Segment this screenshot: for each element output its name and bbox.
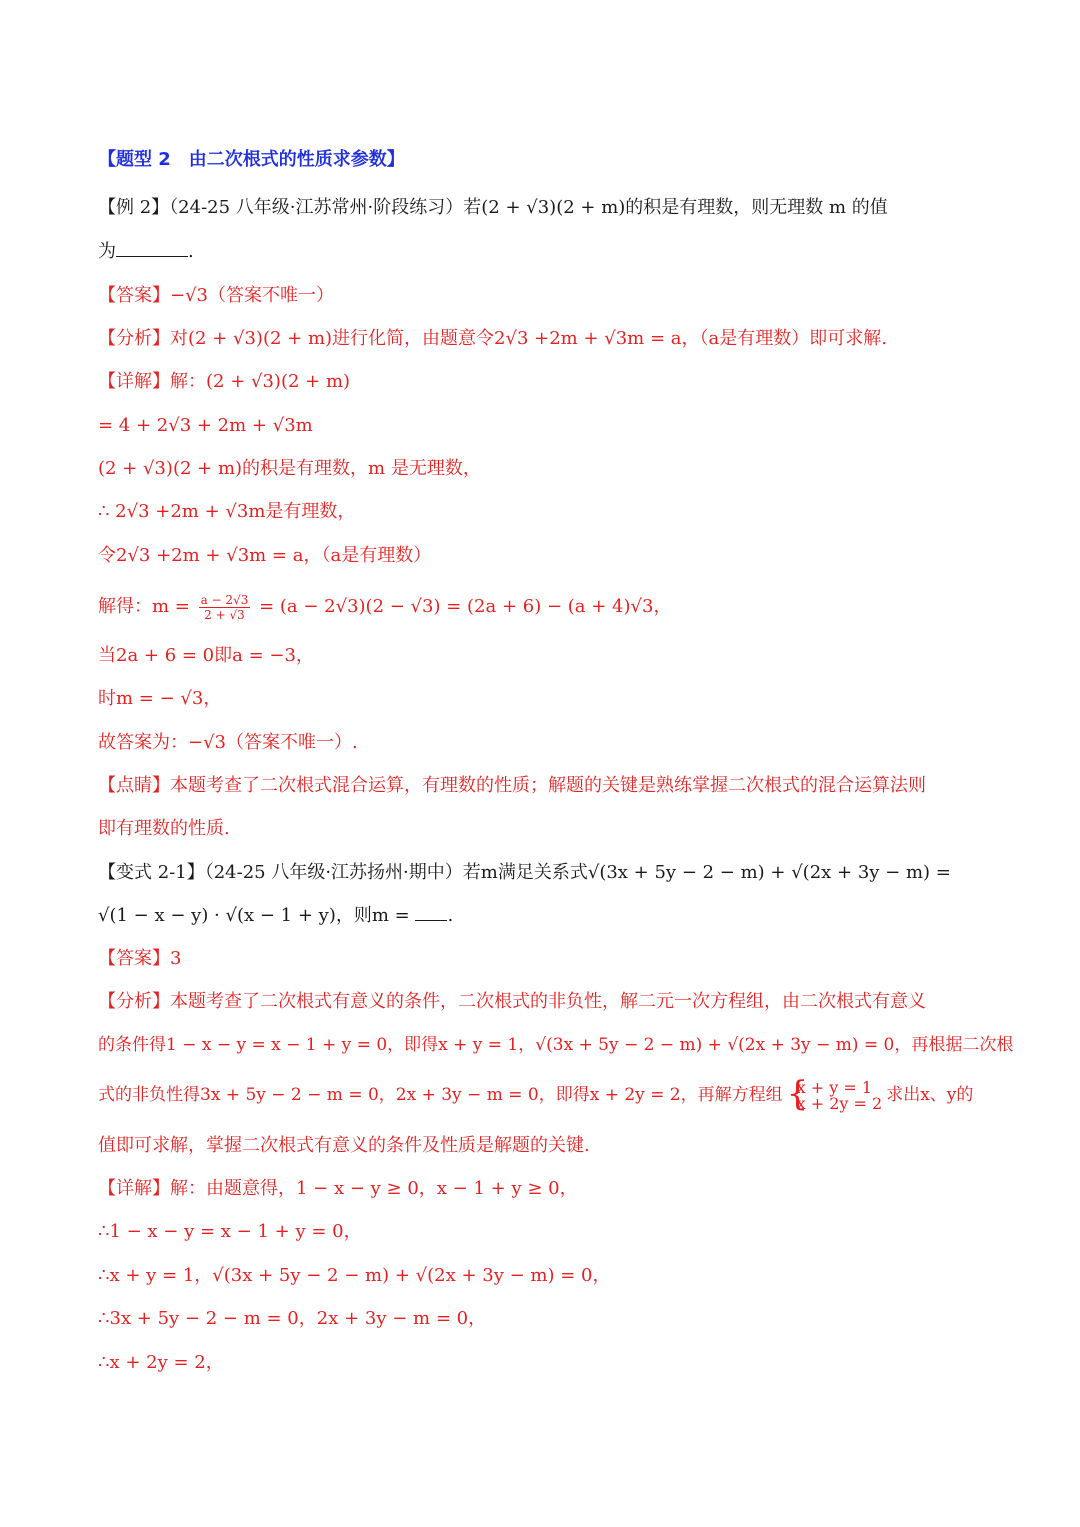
- answer-text: −√3（答案不唯一）: [170, 285, 335, 306]
- detail-2-line4: ∴3x + 5y − 2 − m = 0，2x + 3y − m = 0，: [98, 1308, 487, 1329]
- answer-blank-2: [415, 902, 447, 921]
- system-equation-2: x + 2y = 2: [796, 1093, 883, 1113]
- example-label: 【例 2】: [98, 197, 170, 218]
- variant-2-1-line2: [98, 900, 988, 932]
- brace-icon: {: [786, 1073, 809, 1114]
- section-title: 【题型 2 由二次根式的性质求参数】: [98, 149, 405, 170]
- answer-label: 【答案】: [98, 285, 170, 306]
- detail-2-line3: ∴x + y = 1，√(3x + 5y − 2 − m) + √(2x + 3y − m) = 0，: [98, 1265, 611, 1286]
- detail-2-line2: ∴1 − x − y = x − 1 + y = 0，: [98, 1221, 362, 1242]
- analysis-2-line1: [98, 986, 988, 1018]
- analysis-2-line4: 值即可求解，掌握二次根式有意义的条件及性质是解题的关键.: [98, 1135, 590, 1156]
- example-2-stem-line2: [98, 236, 988, 268]
- detail-1-line4: ∴ 2√3 +2m + √3m是有理数，: [98, 501, 356, 522]
- detail-label: 【详解】: [98, 371, 170, 392]
- answer-2: [98, 943, 988, 975]
- variant-2-1-line1: [98, 857, 988, 889]
- comment-label: 【点睛】: [98, 775, 170, 796]
- variant-stem-prefix: √(1 − x − y) · √(x − 1 + y)，则m =: [98, 905, 416, 926]
- detail-text: 解：(2 + √3)(2 + m): [170, 371, 351, 392]
- detail-2-line1: [98, 1173, 988, 1205]
- example-stem-suffix: .: [188, 241, 194, 262]
- detail-1-line8: 时m = − √3，: [98, 688, 222, 709]
- example-stem: 若(2 + √3)(2 + m)的积是有理数，则无理数 m 的值: [463, 197, 888, 218]
- analysis-2-line3: [98, 1075, 988, 1115]
- detail-1-line7: 当2a + 6 = 0即a = −3，: [98, 645, 314, 666]
- detail-label-2: 【详解】: [98, 1178, 170, 1199]
- fraction: [199, 593, 251, 622]
- analysis-label-2: 【分析】: [98, 991, 170, 1012]
- fraction-denominator: 2 + √3: [204, 607, 245, 622]
- analysis-text-2: 本题考查了二次根式有意义的条件，二次根式的非负性，解二元一次方程组，由二次根式有意义: [170, 991, 926, 1012]
- detail-1-line3: (2 + √3)(2 + m)的积是有理数，m 是无理数，: [98, 458, 481, 479]
- detail-2-line5: ∴x + 2y = 2，: [98, 1352, 224, 1373]
- analysis-1: [98, 323, 988, 355]
- fraction-numerator: a − 2√3: [200, 592, 249, 607]
- detail-1-line2: = 4 + 2√3 + 2m + √3m: [98, 415, 313, 436]
- comment-1-line1: [98, 770, 988, 802]
- answer-blank: [116, 238, 188, 257]
- detail-1-solve-line: [98, 589, 988, 625]
- analysis-label: 【分析】: [98, 328, 170, 349]
- comment-text: 本题考查了二次根式混合运算，有理数的性质；解题的关键是熟练掌握二次根式的混合运算法则: [170, 775, 926, 796]
- comment-1-line2: 即有理数的性质.: [98, 818, 230, 839]
- variant-label: 【变式 2-1】: [98, 862, 205, 883]
- analysis-line3-prefix: 式的非负性得3x + 5y − 2 − m = 0，2x + 3y − m = 0，即得x + 2y = 2，再解方程组: [98, 1085, 783, 1105]
- answer-label-2: 【答案】: [98, 948, 170, 969]
- detail-text-2: 解：由题意得，1 − x − y ≥ 0，x − 1 + y ≥ 0，: [170, 1178, 578, 1199]
- variant-stem: 若m满足关系式√(3x + 5y − 2 − m) + √(2x + 3y − m) =: [462, 862, 951, 883]
- example-stem-prefix: 为: [98, 241, 116, 262]
- analysis-line3-suffix: 求出x、y的: [886, 1085, 974, 1105]
- variant-source: （24-25 八年级·江苏扬州·期中）: [204, 862, 463, 883]
- answer-1: [98, 280, 988, 312]
- example-2-stem-line1: [98, 192, 988, 224]
- solve-prefix: 解得：m =: [98, 596, 196, 617]
- analysis-2-line2: 的条件得1 − x − y = x − 1 + y = 0，即得x + y = 1，√(3x + 5y − 2 − m) + √(2x + 3y − m) = 0，再根据二次根: [98, 1035, 1014, 1055]
- solve-suffix: = (a − 2√3)(2 − √3) = (2a + 6) − (a + 4)√3，: [253, 596, 672, 617]
- equation-system: [786, 1073, 883, 1114]
- detail-1-line9: 故答案为：−√3（答案不唯一）.: [98, 732, 358, 753]
- example-source: （24-25 八年级·江苏常州·阶段练习）: [169, 197, 464, 218]
- analysis-text: 对(2 + √3)(2 + m)进行化简，由题意令2√3 +2m + √3m = a，（a是有理数）即可求解.: [170, 328, 887, 349]
- variant-stem-suffix: .: [447, 905, 454, 926]
- detail-1-line5: 令2√3 +2m + √3m = a，（a是有理数）: [98, 545, 432, 566]
- detail-1-line1: [98, 366, 988, 398]
- system-equation-1: x + y = 1: [796, 1077, 873, 1097]
- answer-text-2: 3: [170, 948, 182, 969]
